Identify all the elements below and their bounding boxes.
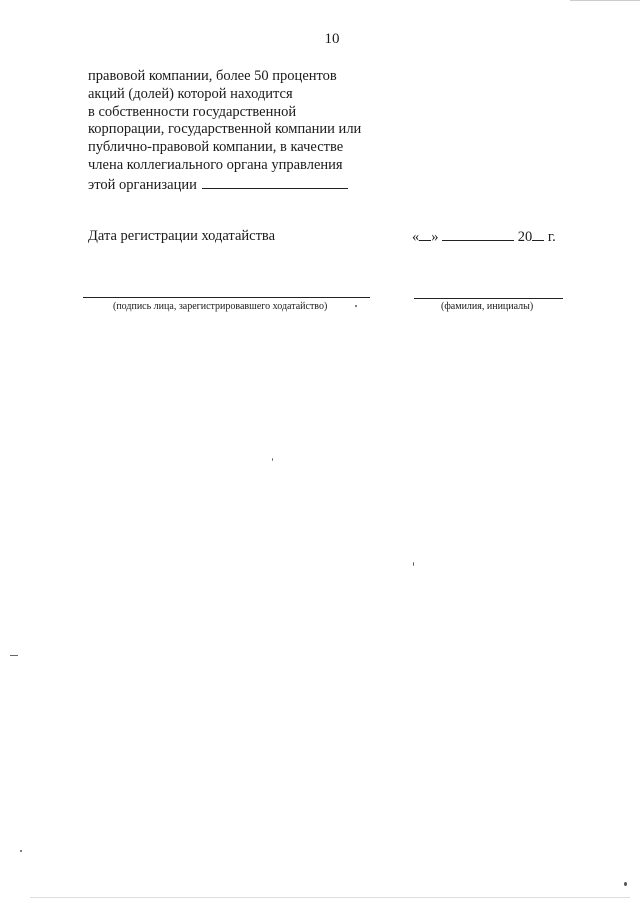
name-line bbox=[414, 298, 563, 299]
registration-date-field bbox=[412, 228, 556, 246]
scan-mark bbox=[570, 0, 640, 1]
paragraph-line: акций (долей) которой находится bbox=[88, 85, 293, 102]
year-prefix: 20 bbox=[517, 229, 533, 245]
scan-speck bbox=[20, 850, 22, 852]
paragraph-line: в собственности государственной bbox=[88, 103, 297, 120]
year-blank bbox=[532, 228, 544, 241]
month-blank bbox=[442, 228, 514, 241]
paragraph-line-text: этой организации bbox=[88, 176, 197, 193]
page-number: 10 bbox=[324, 31, 340, 47]
paragraph-line: корпорации, государственной компании или bbox=[88, 121, 362, 138]
year-suffix: г. bbox=[544, 229, 556, 245]
name-caption: (фамилия, инициалы) bbox=[441, 301, 534, 312]
signature-caption: (подпись лица, зарегистрировавшего ходатайство) bbox=[113, 301, 328, 312]
paragraph-line-last bbox=[88, 175, 388, 195]
scan-mark bbox=[10, 655, 18, 656]
registration-date-label: Дата регистрации ходатайства bbox=[88, 228, 275, 244]
scan-speck bbox=[413, 562, 414, 566]
paragraph-line: правовой компании, более 50 процентов bbox=[88, 68, 337, 84]
paragraph-line: публично-правовой компании, в качестве bbox=[88, 139, 344, 156]
day-blank bbox=[419, 228, 431, 241]
scan-speck bbox=[272, 458, 273, 461]
body-paragraph bbox=[88, 68, 388, 195]
scan-mark bbox=[30, 897, 630, 898]
paragraph-line: члена коллегиального органа управления bbox=[88, 156, 343, 173]
scan-speck bbox=[624, 882, 627, 886]
quote-close: » bbox=[431, 229, 439, 245]
signature-line bbox=[83, 297, 370, 298]
quote-open: « bbox=[412, 229, 420, 245]
scan-speck bbox=[355, 305, 357, 307]
organization-fill-line bbox=[202, 175, 348, 189]
